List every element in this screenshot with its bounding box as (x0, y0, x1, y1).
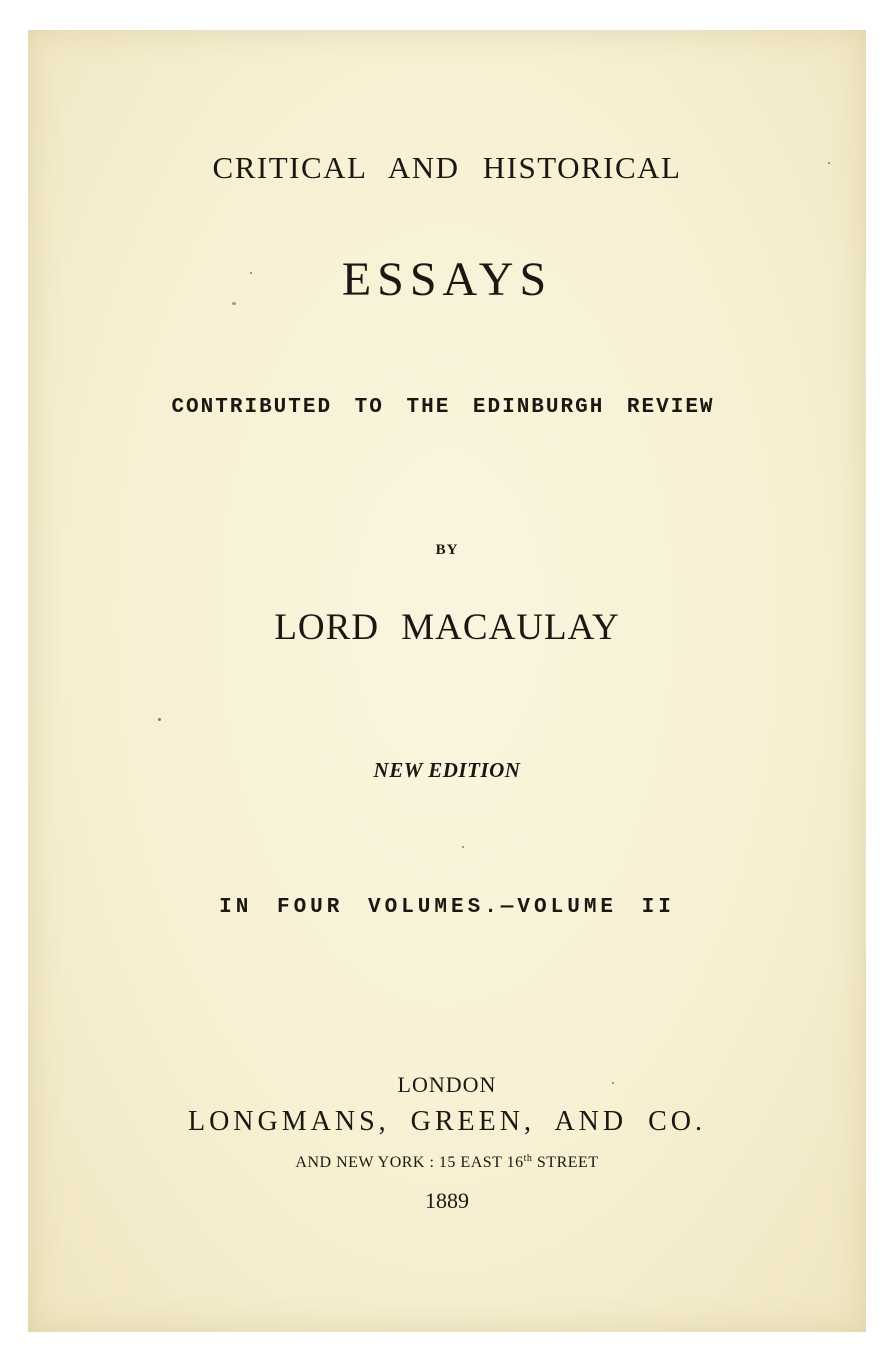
paper-speck (612, 1082, 614, 1084)
subtitle: CONTRIBUTED TO THE EDINBURGH REVIEW (171, 396, 715, 419)
by-line: BY (435, 542, 459, 558)
title-line-1: CRITICAL AND HISTORICAL (212, 150, 682, 185)
title-line-2: ESSAYS (341, 253, 553, 306)
address-suffix: STREET (532, 1154, 599, 1171)
imprint-year: 1889 (425, 1188, 469, 1213)
paper-speck (462, 846, 464, 848)
imprint-address (28, 1154, 866, 1172)
paper-speck (158, 718, 161, 721)
imprint-publisher: LONGMANS, GREEN, AND CO. (187, 1106, 706, 1137)
imprint-city: LONDON (397, 1072, 497, 1097)
volume-info: IN FOUR VOLUMES.—VOLUME II (219, 896, 675, 919)
edition-label: NEW EDITION (373, 758, 521, 782)
address-ordinal: th (523, 1153, 533, 1164)
title-page (28, 30, 866, 1332)
address-prefix: AND NEW YORK : 15 EAST 16 (295, 1154, 524, 1171)
paper-speck (828, 162, 830, 164)
paper-speck (250, 272, 252, 274)
author-name: LORD MACAULAY (274, 607, 620, 648)
paper-speck (232, 302, 236, 305)
